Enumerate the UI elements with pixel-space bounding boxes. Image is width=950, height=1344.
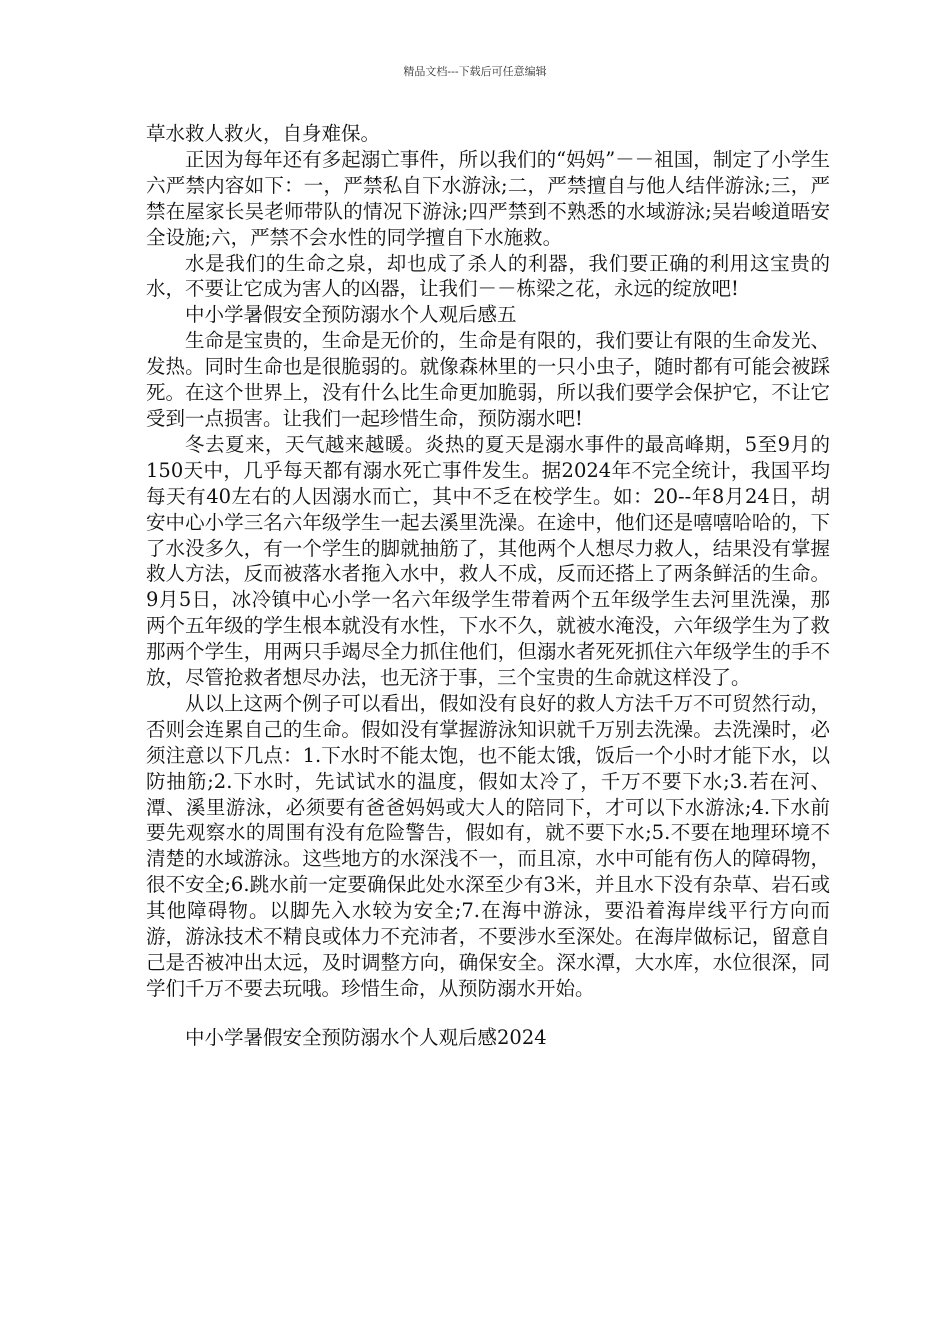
paragraph-6: 从以上这两个例子可以看出，假如没有良好的救人方法千万不可贸然行动，否则会连累自己的生命。假如没有掌握游泳知识就千万别去洗澡。去洗澡时，必须注意以下几点：1.下水时不能太饱，也不能太饿，饭后一个小时才能下水，以防抽筋;2.下水时，先试试水的温度，假如太冷了，千万不要下水;3.若在河、潭、溪里游泳，必须要有爸爸妈妈或大人的陪同下，才可以下水游泳;4.下水前要先观察水的周围有没有危险警告，假如有，就不要下水;5.不要在地理环境不清楚的水域游泳。这些地方的水深浅不一，而且凉，水中可能有伤人的障碍物，很不安全;6.跳水前一定要确保此处水深至少有3米，并且水下没有杂草、岩石或其他障碍物。以脚先入水较为安全;7.在海中游泳，要沿着海岸线平行方向而游，游泳技术不精良或体力不充沛者，不要涉水至深处。在海岸做标记，留意自己是否被冲出太远，及时调整方向，确保安全。深水潭，大水库，水位很深，同学们千万不要去玩哦。珍惜生命，从预防溺水开始。 xyxy=(146,691,830,1000)
paragraph-1: 草水救人救火，自身难保。 xyxy=(146,122,381,145)
section-heading-5: 中小学暑假安全预防溺水个人观后感五 xyxy=(185,303,517,327)
page-header: 精品文档---下载后可任意编辑 xyxy=(403,65,547,78)
section-heading-2024: 中小学暑假安全预防溺水个人观后感2024 xyxy=(185,1025,547,1049)
paragraph-2: 正因为每年还有多起溺亡事件，所以我们的“妈妈”－－祖国，制定了小学生六严禁内容如下：一，严禁私自下水游泳;二，严禁擅自与他人结伴游泳;三，严禁在屋家长吴老师带队的情况下游泳;四严禁到不熟悉的水域游泳;吴岩峻道晤安全设施;六，严禁不会水性的同学擅自下水施救。 xyxy=(146,147,830,249)
paragraph-4: 生命是宝贵的，生命是无价的，生命是有限的，我们要让有限的生命发光、发热。同时生命也是很脆弱的。就像森林里的一只小虫子，随时都有可能会被踩死。在这个世界上，没有什么比生命更加脆弱，所以我们要学会保护它，不让它受到一点损害。让我们一起珍惜生命，预防溺水吧! xyxy=(146,329,830,430)
document-body xyxy=(146,121,830,1051)
paragraph-3: 水是我们的生命之泉，却也成了杀人的利器，我们要正确的利用这宝贵的水，不要让它成为害人的凶器，让我们－－栋梁之花，永远的绽放吧! xyxy=(146,251,830,301)
blank-line xyxy=(146,1002,830,1025)
paragraph-5: 冬去夏来，天气越来越暖。炎热的夏天是溺水事件的最高峰期，5至9月的150天中，几乎每天都有溺水死亡事件发生。据2024年不完全统计，我国平均每天有40左右的人因溺水而亡，其中不乏在校学生。如：20--年8月24日，胡安中心小学三名六年级学生一起去溪里洗澡。在途中，他们还是嘻嘻哈哈的，下了水没多久，有一个学生的脚就抽筋了，其他两个人想尽力救人，结果没有掌握救人方法，反而被落水者拖入水中，救人不成，反而还搭上了两条鲜活的生命。9月5日，冰冷镇中心小学一名六年级学生带着两个五年级学生去河里洗澡，那两个五年级的学生根本就没有水性，下水不久，就被水淹没，六年级学生为了救那两个学生，用两只手竭尽全力抓住他们，但溺水者死死抓住六年级学生的手不放，尽管抢救者想尽办法，也无济于事，三个宝贵的生命就这样没了。 xyxy=(146,432,830,690)
